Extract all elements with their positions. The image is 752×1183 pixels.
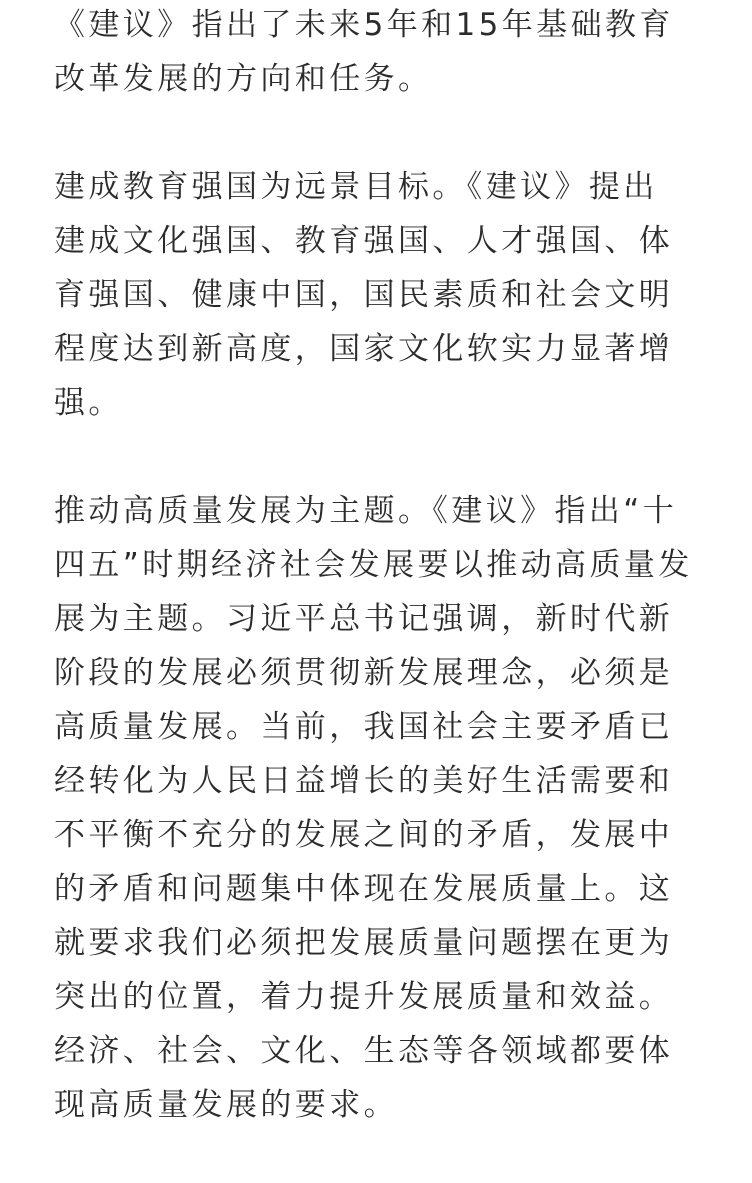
text-line: 强。 (54, 385, 123, 421)
text-line: 程度达到新高度，国家文化软实力显著增 (54, 331, 674, 367)
text-line: 就要求我们必须把发展质量问题摆在更为 (54, 925, 674, 961)
text-line: 现高质量发展的要求。 (54, 1087, 398, 1123)
article-body (54, 0, 704, 1132)
text-line: 经转化为人民日益增长的美好生活需要和 (54, 763, 674, 799)
paragraph-1 (54, 0, 704, 106)
text-line: 阶段的发展必须贯彻新发展理念，必须是 (54, 655, 674, 691)
text-line: 不平衡不充分的发展之间的矛盾，发展中 (54, 817, 674, 853)
paragraph-3 (54, 484, 704, 1132)
text-line: 《建议》指出了未来5年和15年基础教育 (54, 7, 674, 43)
text-line: 建成教育强国为远景目标。《建议》提出 (54, 169, 658, 205)
text-line: 突出的位置，着力提升发展质量和效益。 (54, 979, 674, 1015)
text-line: 的矛盾和问题集中体现在发展质量上。这 (54, 871, 674, 907)
text-line: 高质量发展。当前，我国社会主要矛盾已 (54, 709, 674, 745)
paragraph-2 (54, 160, 704, 430)
text-line: 经济、社会、文化、生态等各领域都要体 (54, 1033, 674, 1069)
text-line: 推动高质量发展为主题。《建议》指出“十 (54, 493, 678, 529)
text-line: 改革发展的方向和任务。 (54, 61, 433, 97)
text-line: 展为主题。习近平总书记强调，新时代新 (54, 601, 674, 637)
text-line: 四五”时期经济社会发展要以推动高质量发 (54, 547, 693, 583)
text-line: 建成文化强国、教育强国、人才强国、体 (54, 223, 674, 259)
text-line: 育强国、健康中国，国民素质和社会文明 (54, 277, 674, 313)
